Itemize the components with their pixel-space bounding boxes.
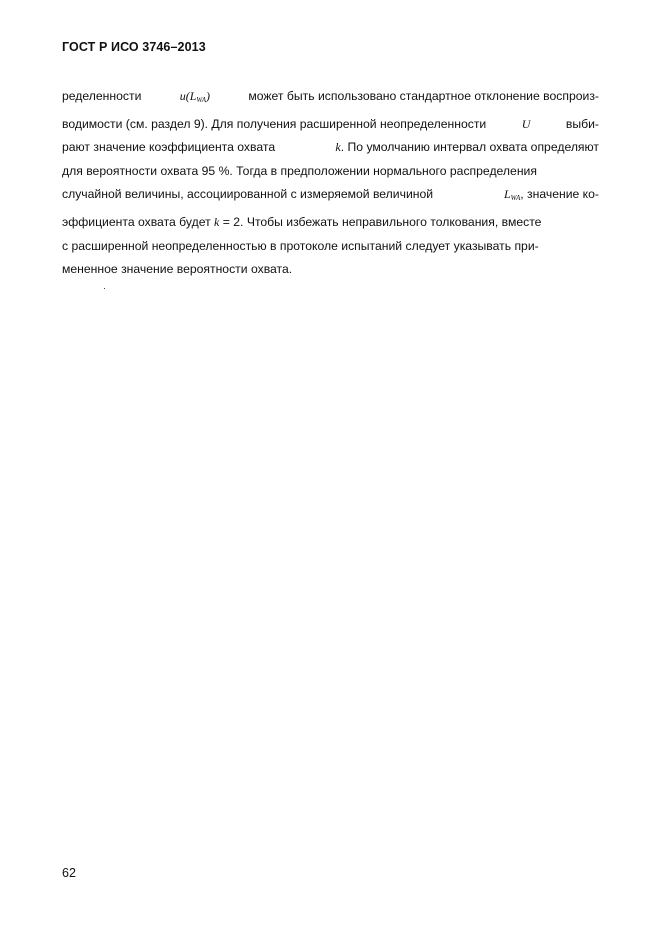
math-lwa: $L_{WA}$	[503, 187, 521, 203]
text-line-2: водимости (см. раздел 9). Для получения расширенной неопределенности U выби-	[62, 113, 599, 137]
math-U: U	[521, 116, 531, 131]
math-u-lwa: $u(L_{WA})$	[179, 89, 211, 104]
body-paragraph	[62, 85, 599, 282]
text-line-4: для вероятности охвата 95 %. Тогда в предположении нормального распределения	[62, 163, 537, 178]
page-number: 62	[62, 866, 76, 880]
text-line-6: эффициента охвата будет k = 2. Чтобы избежать неправильного толкования, вместе	[62, 214, 542, 229]
text-line-3: рают значение коэффициента охвата k. По умолчанию интервал охвата определяют	[62, 140, 599, 155]
math-k: k	[335, 140, 341, 155]
text-line-1: ределенности $u(L_{WA})$ может быть использовано стандартное отклонение воспроиз-	[62, 85, 599, 113]
text-line-8: мененное значение вероятности охвата.	[62, 262, 293, 277]
document-header: ГОСТ Р ИСО 3746–2013	[62, 40, 206, 54]
math-k: k	[214, 214, 220, 229]
text-line-5: случайной величины, ассоциированной с измеряемой величиной $L_{WA}$, значение ко-	[62, 187, 599, 203]
stray-mark: ·	[103, 283, 106, 293]
text-line-7: с расширенной неопределенностью в протоколе испытаний следует указывать при-	[62, 238, 539, 253]
